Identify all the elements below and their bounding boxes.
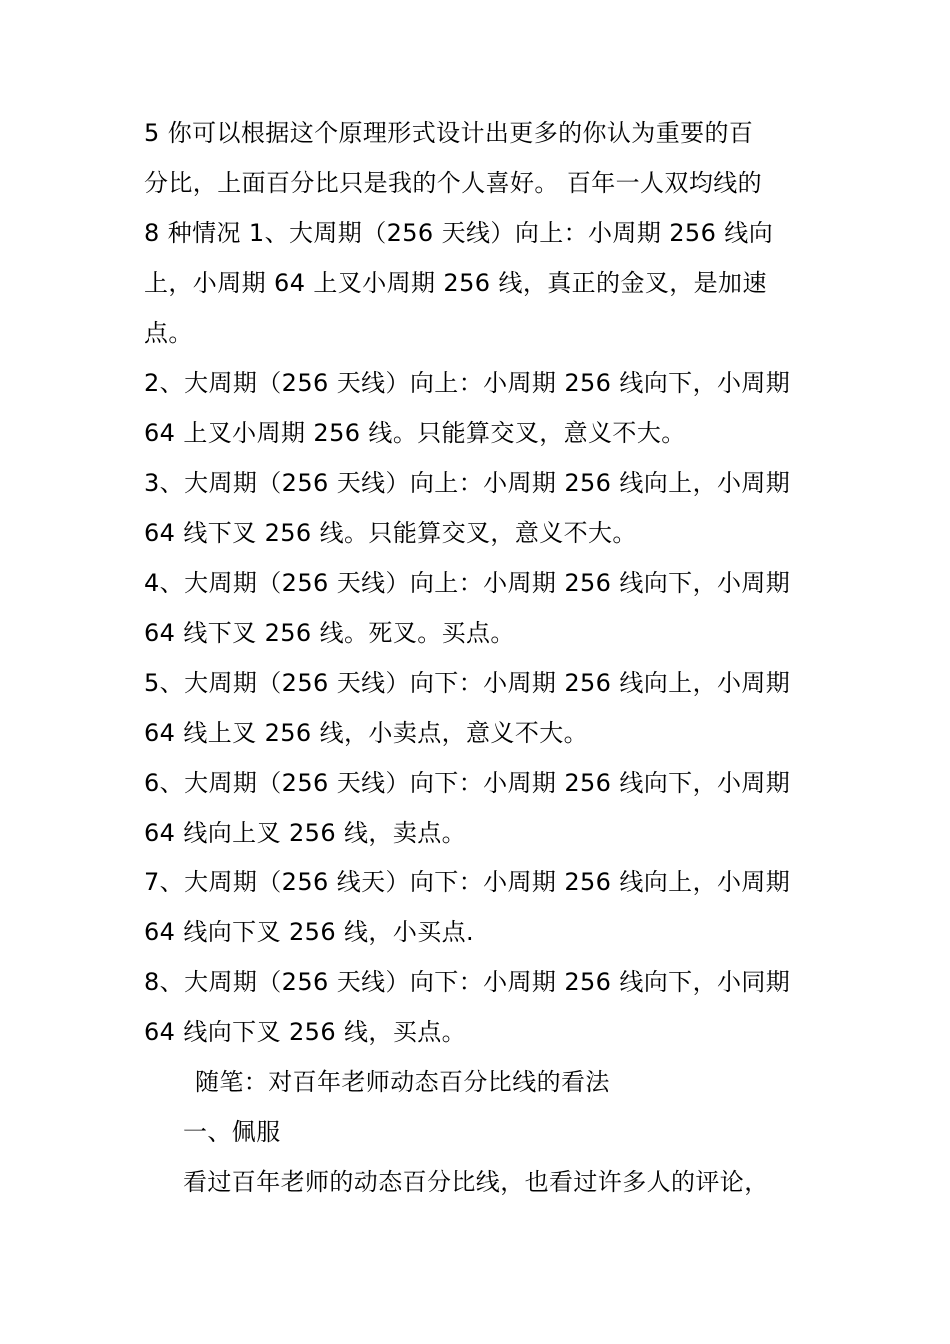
text-line: 5、大周期（256 天线）向下：小周期 256 线向上，小周期 (144, 669, 791, 697)
text-line: 4、大周期（256 天线）向上：小周期 256 线向下，小周期 (144, 569, 791, 597)
text-line: 8 种情况 1、大周期（256 天线）向上：小周期 256 线向 (144, 219, 774, 247)
text-line: 6、大周期（256 天线）向下：小周期 256 线向下，小周期 (144, 769, 791, 797)
text-line: 64 线下叉 256 线。只能算交叉，意义不大。 (144, 519, 637, 547)
text-line: 64 线向下叉 256 线，小买点. (144, 918, 475, 946)
text-line: 3、大周期（256 天线）向上：小周期 256 线向上，小周期 (144, 469, 791, 497)
text-line: 64 线下叉 256 线。死叉。买点。 (144, 619, 515, 647)
text-line: 分比，上面百分比只是我的个人喜好。 百年一人双均线的 (144, 169, 763, 197)
text-line: 64 线上叉 256 线，小卖点，意义不大。 (144, 719, 589, 747)
text-line: 2、大周期（256 天线）向上：小周期 256 线向下，小周期 (144, 369, 791, 397)
text-line: 5 你可以根据这个原理形式设计出更多的你认为重要的百 (144, 119, 754, 147)
text-line: 64 上叉小周期 256 线。只能算交叉，意义不大。 (144, 419, 686, 447)
text-line: 上，小周期 64 上叉小周期 256 线，真正的金叉，是加速 (144, 269, 767, 297)
text-line: 8、大周期（256 天线）向下：小周期 256 线向下，小同期 (144, 968, 791, 996)
section-heading: 一、佩服 (183, 1118, 281, 1146)
text-line: 64 线向下叉 256 线，买点。 (144, 1018, 467, 1046)
text-line: 点。 (144, 319, 193, 347)
text-line: 看过百年老师的动态百分比线，也看过许多人的评论， (183, 1168, 769, 1196)
text-line: 7、大周期（256 线天）向下：小周期 256 线向上，小周期 (144, 868, 791, 896)
essay-title: 随笔：对百年老师动态百分比线的看法 (195, 1068, 610, 1096)
text-line: 64 线向上叉 256 线，卖点。 (144, 819, 467, 847)
